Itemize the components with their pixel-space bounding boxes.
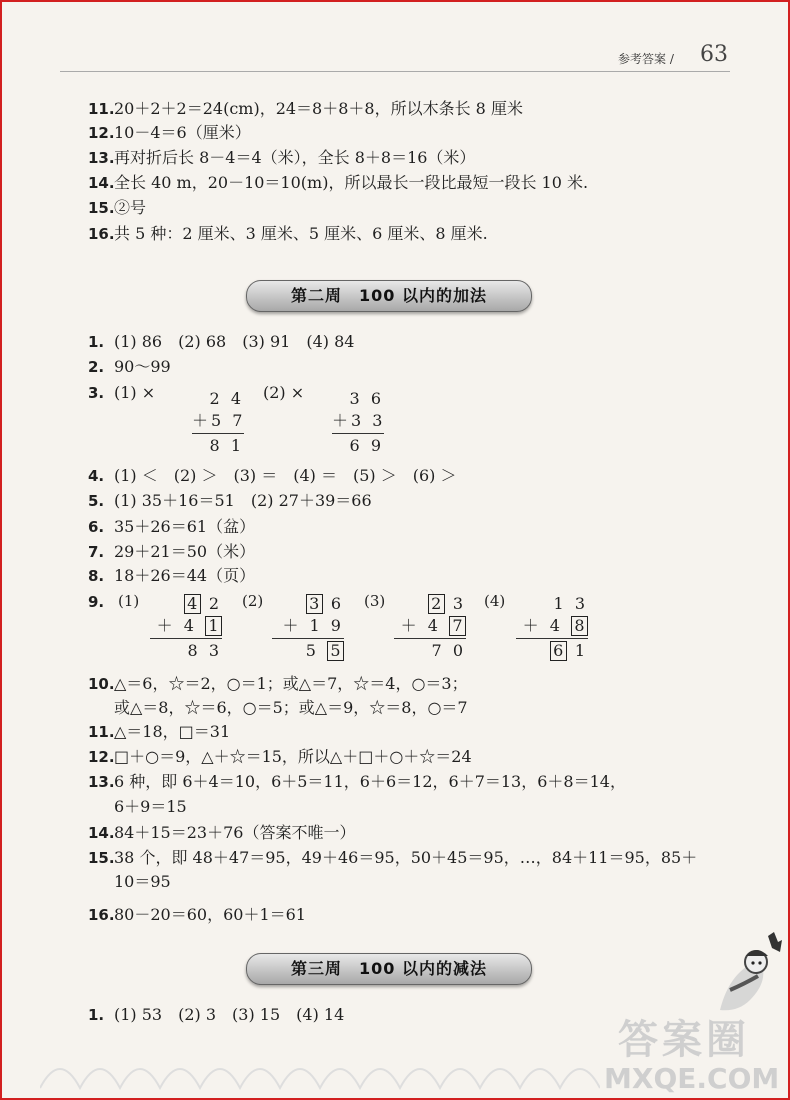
answer-text: △＝18，□＝31 xyxy=(114,722,231,741)
part-label: (1) xyxy=(118,592,140,610)
item-number: 10. xyxy=(88,675,115,693)
digit: 2 xyxy=(208,594,222,613)
header-rule xyxy=(60,71,730,72)
digit: 5 xyxy=(305,641,319,660)
answer-line xyxy=(88,904,306,926)
answer-text: 35＋26＝61（盆） xyxy=(114,517,256,536)
calc-row: 3 6 xyxy=(349,389,384,408)
calc-row xyxy=(272,593,344,615)
answer-text: 6 种，即 6＋4＝10，6＋5＝11，6＋6＝12，6＋7＝13，6＋8＝14， xyxy=(114,772,626,791)
part-label: (2) xyxy=(242,592,264,610)
answer-text: (1) 35＋16＝51 (2) 27＋39＝66 xyxy=(114,491,372,510)
running-header-label: 参考答案 / xyxy=(618,52,674,66)
calc-row: 2 4 xyxy=(209,389,244,408)
answer-text: 10－4＝6（厘米） xyxy=(114,123,251,142)
item-number: 16. xyxy=(88,906,115,924)
calc-result xyxy=(516,640,588,662)
item-number: 9. xyxy=(88,593,105,611)
answer-box: 5 xyxy=(327,641,344,661)
item-number: 3. xyxy=(88,384,105,402)
item-number: 12. xyxy=(88,748,115,766)
item-number: 7. xyxy=(88,543,105,561)
calc-rule xyxy=(394,638,466,639)
calc-result: 8 1 xyxy=(209,436,244,455)
calc-row xyxy=(516,615,588,637)
item-number: 11. xyxy=(88,723,115,741)
decorative-scallop-border xyxy=(40,1050,600,1090)
calc-row: ＋3 3 xyxy=(332,411,386,430)
answer-text: 全长 40 m，20－10＝10(m)，所以最长一段比最短一段长 10 米. xyxy=(114,173,589,192)
answer-line xyxy=(88,356,171,378)
item-number: 2. xyxy=(88,358,105,376)
answer-text: 共 5 种：2 厘米、3 厘米、5 厘米、6 厘米、8 厘米. xyxy=(114,224,488,243)
part-label: (3) xyxy=(364,592,386,610)
answer-text: 90～99 xyxy=(114,357,171,376)
answer-line xyxy=(88,822,355,844)
answer-line xyxy=(88,172,588,194)
answer-line xyxy=(88,541,255,563)
calc-result: 6 9 xyxy=(349,436,384,455)
item-number: 13. xyxy=(88,149,115,167)
answer-line xyxy=(88,382,155,404)
item-number: 13. xyxy=(88,773,115,791)
vertical-calculation xyxy=(192,388,244,457)
answer-box: 3 xyxy=(306,594,323,614)
item-number: 15. xyxy=(88,199,115,217)
item-number: 4. xyxy=(88,467,105,485)
answer-box: 1 xyxy=(205,616,222,636)
answer-line xyxy=(88,721,230,743)
item-number: 1. xyxy=(88,1006,105,1024)
watermark-url: MXQE.COM xyxy=(604,1062,780,1095)
answer-box: 7 xyxy=(449,616,466,636)
answer-line xyxy=(88,565,255,587)
digit: 3 xyxy=(452,594,466,613)
digit: 6 xyxy=(330,594,344,613)
calc-row xyxy=(394,615,466,637)
answer-box: 8 xyxy=(571,616,588,636)
item-number: 11. xyxy=(88,100,115,118)
answer-text: ②号 xyxy=(114,198,147,217)
answer-text: 20＋2＋2＝24(cm)，24＝8＋8＋8，所以木条长 8 厘米 xyxy=(114,99,523,118)
answer-line xyxy=(88,746,472,768)
answer-line xyxy=(88,122,251,144)
item-number: 12. xyxy=(88,124,115,142)
calc-row: ＋ 1 9 xyxy=(282,616,344,635)
answer-line xyxy=(88,490,372,512)
calc-result xyxy=(272,640,344,662)
answer-line xyxy=(88,1004,344,1026)
calc-result: 7 0 xyxy=(431,641,466,660)
answer-text: (1) × xyxy=(114,383,156,402)
calc-row xyxy=(394,593,466,615)
digit-puzzle-3 xyxy=(394,593,466,662)
item-number: 15. xyxy=(88,849,115,867)
answer-line-continued: 10＝95 xyxy=(114,872,171,891)
answer-line xyxy=(88,673,468,695)
calc-rule xyxy=(516,638,588,639)
answer-text: □＋○＝9，△＋☆＝15，所以△＋□＋○＋☆＝24 xyxy=(114,747,472,766)
answer-text: 29＋21＝50（米） xyxy=(114,542,256,561)
answer-box: 4 xyxy=(184,594,201,614)
answer-line xyxy=(88,847,697,869)
calc-row: 1 3 xyxy=(553,594,588,613)
answer-line xyxy=(88,98,523,120)
calc-row xyxy=(150,593,222,615)
calc-rule xyxy=(272,638,344,639)
digit: 1 xyxy=(574,641,588,660)
digit-puzzle-1 xyxy=(150,593,222,662)
calc-row xyxy=(150,615,222,637)
answer-line xyxy=(88,197,146,219)
answer-line-continued: 6＋9＝15 xyxy=(114,797,187,816)
answer-line xyxy=(88,147,475,169)
answer-line xyxy=(88,331,354,353)
calc-row: ＋5 7 xyxy=(192,411,246,430)
answer-text: △＝6，☆＝2，○＝1；或△＝7，☆＝4，○＝3； xyxy=(114,674,468,693)
item-number: 5. xyxy=(88,492,105,510)
digit: ＋ 4 xyxy=(522,616,563,635)
answer-text: (1) 86 (2) 68 (3) 91 (4) 84 xyxy=(114,332,355,351)
section-banner-week3: 第三周 100 以内的减法 xyxy=(246,953,532,985)
part-label: (4) xyxy=(484,592,506,610)
vertical-calculation xyxy=(332,388,384,457)
digit: ＋ 4 xyxy=(400,616,441,635)
digit: ＋ 4 xyxy=(156,616,197,635)
calc-rule xyxy=(150,638,222,639)
item-number: 16. xyxy=(88,225,115,243)
answer-line xyxy=(88,223,488,245)
digit-puzzle-2 xyxy=(272,593,344,662)
item-number: 14. xyxy=(88,174,115,192)
calc-rule xyxy=(332,433,384,434)
section-banner-week2: 第二周 100 以内的加法 xyxy=(246,280,532,312)
answer-text: 38 个，即 48＋47＝95，49＋46＝95，50＋45＝95，…，84＋11＝95，85＋ xyxy=(114,848,698,867)
item-number: 14. xyxy=(88,824,115,842)
answer-text: (2) × xyxy=(263,383,305,402)
calc-result: 8 3 xyxy=(187,641,222,660)
answer-text: (1) ＜ (2) ＞ (3) ＝ (4) ＝ (5) ＞ (6) ＞ xyxy=(114,466,457,485)
answer-text: 再对折后长 8－4＝4（米），全长 8＋8＝16（米） xyxy=(114,148,476,167)
answer-line xyxy=(88,771,626,793)
item-number: 8. xyxy=(88,567,105,585)
answer-box: 2 xyxy=(428,594,445,614)
answer-line xyxy=(88,516,255,538)
answer-text: 84＋15＝23＋76（答案不唯一） xyxy=(114,823,356,842)
answer-line xyxy=(88,591,114,613)
answer-box: 6 xyxy=(550,641,567,661)
answer-text: 18＋26＝44（页） xyxy=(114,566,256,585)
answer-text: 80－20＝60，60＋1＝61 xyxy=(114,905,306,924)
answer-line xyxy=(88,465,457,487)
watermark-logo: 答案圈 xyxy=(618,1017,750,1063)
answer-line-continued: 或△＝8，☆＝6，○＝5；或△＝9，☆＝8，○＝7 xyxy=(114,698,468,717)
answer-text: (1) 53 (2) 3 (3) 15 (4) 14 xyxy=(114,1005,345,1024)
item-number: 1. xyxy=(88,333,105,351)
digit-puzzle-4 xyxy=(516,593,588,662)
calc-rule xyxy=(192,433,244,434)
page-number: 63 xyxy=(700,42,728,67)
item-number: 6. xyxy=(88,518,105,536)
